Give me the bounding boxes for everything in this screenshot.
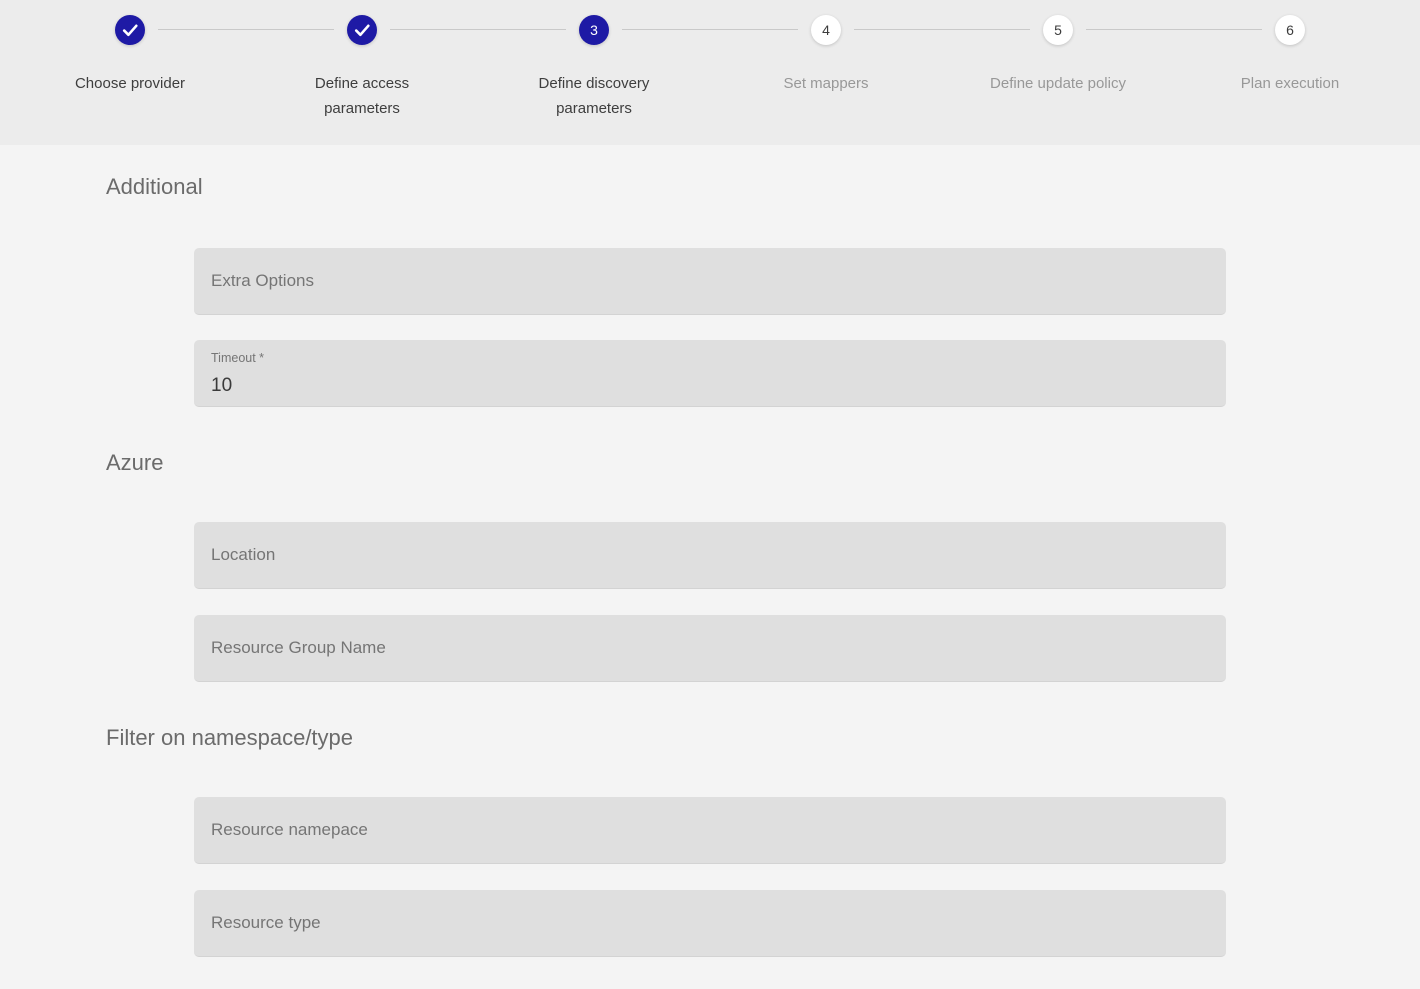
step-number: 4 (822, 22, 830, 38)
check-icon (347, 15, 377, 45)
step-label: Choose provider (74, 75, 186, 92)
step-label: Define access parameters (314, 75, 410, 117)
timeout-field[interactable] (194, 340, 1226, 407)
extra-options-input[interactable] (194, 248, 1226, 314)
resource-namespace-input[interactable] (194, 797, 1226, 863)
step-define-discovery-parameters[interactable] (478, 0, 710, 145)
step-number: 3 (590, 22, 598, 38)
step-label: Define discovery parameters (538, 75, 650, 117)
timeout-input[interactable] (194, 340, 1226, 406)
step-number: 6 (1286, 22, 1294, 38)
location-input[interactable] (194, 522, 1226, 588)
step-label: Define update policy (990, 75, 1126, 92)
extra-options-field[interactable] (194, 248, 1226, 315)
section-heading-filter: Filter on namespace/type (106, 725, 354, 750)
step-define-access-parameters[interactable] (246, 0, 478, 145)
step-number-indicator (811, 15, 841, 45)
resource-group-name-input[interactable] (194, 615, 1226, 681)
step-label: Set mappers (783, 75, 869, 92)
step-number-indicator (1275, 15, 1305, 45)
step-choose-provider[interactable] (14, 0, 246, 145)
resource-type-field[interactable] (194, 890, 1226, 957)
step-define-update-policy[interactable] (942, 0, 1174, 145)
step-number: 5 (1054, 22, 1062, 38)
check-icon (115, 15, 145, 45)
step-number-indicator (1043, 15, 1073, 45)
step-plan-execution[interactable] (1174, 0, 1406, 145)
timeout-label: Timeout * (211, 351, 265, 365)
section-heading-additional: Additional (106, 174, 203, 199)
resource-group-name-field[interactable] (194, 615, 1226, 682)
step-set-mappers[interactable] (710, 0, 942, 145)
location-field[interactable] (194, 522, 1226, 589)
resource-namespace-field[interactable] (194, 797, 1226, 864)
step-completed-indicator (347, 15, 377, 45)
section-heading-azure: Azure (106, 450, 164, 475)
step-completed-indicator (115, 15, 145, 45)
stepper-header (0, 0, 1420, 145)
resource-type-input[interactable] (194, 890, 1226, 956)
step-number-indicator (579, 15, 609, 45)
step-label: Plan execution (1240, 75, 1340, 92)
